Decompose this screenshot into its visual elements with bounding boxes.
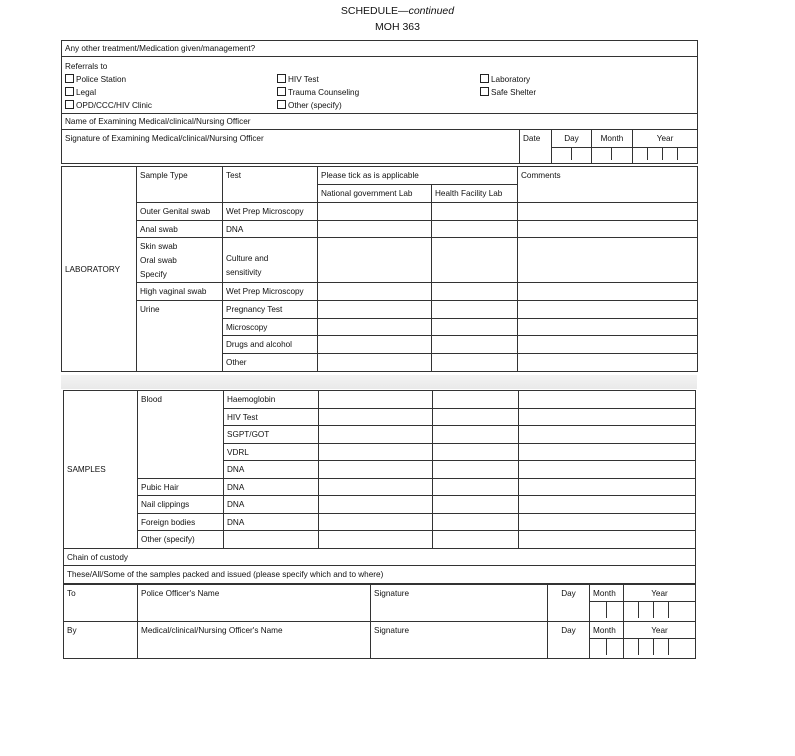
samples-table bbox=[63, 390, 696, 584]
day-label: Day bbox=[548, 585, 590, 602]
year-input[interactable] bbox=[624, 639, 696, 659]
national-lab-tick[interactable] bbox=[319, 409, 433, 426]
facility-lab-tick[interactable] bbox=[433, 531, 519, 549]
year-label: Year bbox=[633, 130, 698, 148]
comment-cell[interactable] bbox=[519, 514, 696, 531]
month-input[interactable] bbox=[592, 148, 633, 164]
month-input[interactable] bbox=[590, 639, 624, 659]
table-row: HIV Test bbox=[64, 409, 696, 426]
comment-cell[interactable] bbox=[519, 531, 696, 549]
year-label: Year bbox=[624, 585, 696, 602]
national-lab-tick[interactable] bbox=[318, 238, 432, 283]
month-label: Month bbox=[590, 622, 624, 639]
national-lab-tick[interactable] bbox=[319, 426, 433, 444]
table-row: Drugs and alcohol bbox=[62, 336, 698, 354]
day-label: Day bbox=[548, 622, 590, 639]
facility-lab-tick[interactable] bbox=[433, 426, 519, 444]
day-input[interactable] bbox=[548, 639, 590, 659]
facility-lab-tick[interactable] bbox=[433, 409, 519, 426]
table-row: DNA bbox=[64, 461, 696, 479]
comment-cell[interactable] bbox=[519, 496, 696, 514]
comment-cell[interactable] bbox=[519, 391, 696, 409]
medical-signature-field[interactable]: Signature bbox=[371, 622, 548, 659]
facility-lab-tick[interactable] bbox=[433, 391, 519, 409]
comment-cell[interactable] bbox=[519, 479, 696, 496]
national-lab-tick[interactable] bbox=[318, 203, 432, 221]
table-row: Foreign bodies DNA bbox=[64, 514, 696, 531]
facility-lab-tick[interactable] bbox=[433, 444, 519, 461]
table-row: Skin swab Oral swab Specify Culture and sensitivity bbox=[62, 238, 698, 283]
to-label: To bbox=[64, 585, 138, 622]
referral-hiv-test[interactable]: HIV Test bbox=[277, 73, 359, 86]
facility-lab-tick[interactable] bbox=[432, 319, 518, 336]
national-lab-tick[interactable] bbox=[319, 531, 433, 549]
referral-trauma-counseling[interactable]: Trauma Counseling bbox=[277, 86, 359, 99]
year-input[interactable] bbox=[624, 602, 696, 622]
date-label: Date bbox=[520, 130, 552, 164]
facility-lab-tick[interactable] bbox=[433, 514, 519, 531]
facility-lab-tick[interactable] bbox=[432, 336, 518, 354]
referral-opd-clinic[interactable]: OPD/CCC/HIV Clinic bbox=[65, 99, 152, 112]
schedule-title: SCHEDULE—continued bbox=[340, 5, 455, 17]
referrals-cell bbox=[62, 57, 698, 114]
comment-cell[interactable] bbox=[518, 354, 698, 372]
national-lab-tick[interactable] bbox=[319, 391, 433, 409]
facility-lab-tick[interactable] bbox=[433, 496, 519, 514]
page-break-shadow bbox=[61, 375, 697, 389]
national-lab-tick[interactable] bbox=[319, 496, 433, 514]
officer-referrals-table bbox=[61, 40, 698, 164]
facility-lab-tick[interactable] bbox=[432, 283, 518, 301]
national-lab-tick[interactable] bbox=[318, 301, 432, 319]
table-row: Other bbox=[62, 354, 698, 372]
facility-lab-tick[interactable] bbox=[432, 203, 518, 221]
national-lab-tick[interactable] bbox=[319, 444, 433, 461]
chain-of-custody: Chain of custody bbox=[64, 549, 696, 566]
table-row: Anal swab DNA bbox=[62, 221, 698, 238]
month-input[interactable] bbox=[590, 602, 624, 622]
test-header: Test bbox=[223, 167, 318, 203]
day-input[interactable] bbox=[548, 602, 590, 622]
samples-section-label: SAMPLES bbox=[64, 391, 138, 549]
police-signature-field[interactable]: Signature bbox=[371, 585, 548, 622]
table-row: Pubic Hair DNA bbox=[64, 479, 696, 496]
comment-cell[interactable] bbox=[518, 336, 698, 354]
officer-signature-field[interactable]: Signature of Examining Medical/clinical/Nursing Officer bbox=[62, 130, 520, 164]
referral-police-station[interactable]: Police Station bbox=[65, 73, 152, 86]
packed-issued-field[interactable]: These/All/Some of the samples packed and issued (please specify which and to where) bbox=[64, 566, 696, 584]
laboratory-table bbox=[61, 166, 698, 372]
referral-legal[interactable]: Legal bbox=[65, 86, 152, 99]
checkbox-icon[interactable] bbox=[277, 74, 286, 83]
day-label: Day bbox=[552, 130, 592, 148]
national-lab-header: National government Lab bbox=[318, 185, 432, 203]
table-row: SGPT/GOT bbox=[64, 426, 696, 444]
national-lab-tick[interactable] bbox=[318, 283, 432, 301]
national-lab-tick[interactable] bbox=[318, 354, 432, 372]
facility-lab-tick[interactable] bbox=[433, 479, 519, 496]
referral-laboratory[interactable]: Laboratory bbox=[480, 73, 536, 86]
table-row: SAMPLES Blood Haemoglobin bbox=[64, 391, 696, 409]
medical-officer-name-field[interactable]: Medical/clinical/Nursing Officer's Name bbox=[138, 622, 371, 659]
national-lab-tick[interactable] bbox=[319, 514, 433, 531]
table-row: VDRL bbox=[64, 444, 696, 461]
facility-lab-tick[interactable] bbox=[432, 354, 518, 372]
form-code: MOH 363 bbox=[375, 21, 420, 33]
comment-cell[interactable] bbox=[519, 461, 696, 479]
month-label: Month bbox=[590, 585, 624, 602]
sample-type-header: Sample Type bbox=[137, 167, 223, 203]
by-label: By bbox=[64, 622, 138, 659]
national-lab-tick[interactable] bbox=[319, 479, 433, 496]
national-lab-tick[interactable] bbox=[318, 221, 432, 238]
table-row: Nail clippings DNA bbox=[64, 496, 696, 514]
health-facility-lab-header: Health Facility Lab bbox=[432, 185, 518, 203]
checkbox-icon[interactable] bbox=[277, 87, 286, 96]
treatment-question[interactable]: Any other treatment/Medication given/management? bbox=[62, 41, 698, 57]
comment-cell[interactable] bbox=[519, 444, 696, 461]
referral-other[interactable]: Other (specify) bbox=[277, 99, 359, 112]
comment-cell[interactable] bbox=[518, 221, 698, 238]
comment-cell[interactable] bbox=[519, 409, 696, 426]
checkbox-icon[interactable] bbox=[480, 87, 489, 96]
national-lab-tick[interactable] bbox=[318, 319, 432, 336]
comment-cell[interactable] bbox=[518, 203, 698, 221]
comment-cell[interactable] bbox=[518, 301, 698, 319]
table-row: Urine Pregnancy Test bbox=[62, 301, 698, 319]
checkbox-icon[interactable] bbox=[277, 100, 286, 109]
tick-applicable-header: Please tick as is applicable bbox=[318, 167, 518, 185]
year-label: Year bbox=[624, 622, 696, 639]
comment-cell[interactable] bbox=[518, 238, 698, 283]
facility-lab-tick[interactable] bbox=[432, 301, 518, 319]
comment-cell[interactable] bbox=[518, 319, 698, 336]
national-lab-tick[interactable] bbox=[318, 336, 432, 354]
checkbox-icon[interactable] bbox=[65, 100, 74, 109]
table-row: Microscopy bbox=[62, 319, 698, 336]
comment-cell[interactable] bbox=[518, 283, 698, 301]
laboratory-section-label: LABORATORY bbox=[62, 167, 137, 372]
referrals-title: Referrals to bbox=[65, 62, 108, 71]
year-input[interactable] bbox=[633, 148, 698, 164]
comment-cell[interactable] bbox=[519, 426, 696, 444]
month-label: Month bbox=[592, 130, 633, 148]
national-lab-tick[interactable] bbox=[319, 461, 433, 479]
checkbox-icon[interactable] bbox=[480, 74, 489, 83]
officer-name-field[interactable]: Name of Examining Medical/clinical/Nursing Officer bbox=[62, 114, 698, 130]
day-input[interactable] bbox=[552, 148, 592, 164]
comments-header: Comments bbox=[518, 167, 698, 203]
table-row: High vaginal swab Wet Prep Microscopy bbox=[62, 283, 698, 301]
table-row: Outer Genital swab Wet Prep Microscopy bbox=[62, 203, 698, 221]
custody-handover-table bbox=[63, 584, 696, 659]
checkbox-icon[interactable] bbox=[65, 87, 74, 96]
facility-lab-tick[interactable] bbox=[432, 221, 518, 238]
referral-safe-shelter[interactable]: Safe Shelter bbox=[480, 86, 536, 99]
facility-lab-tick[interactable] bbox=[432, 238, 518, 283]
police-officer-name-field[interactable]: Police Officer's Name bbox=[138, 585, 371, 622]
table-row: Other (specify) bbox=[64, 531, 696, 549]
checkbox-icon[interactable] bbox=[65, 74, 74, 83]
facility-lab-tick[interactable] bbox=[433, 461, 519, 479]
